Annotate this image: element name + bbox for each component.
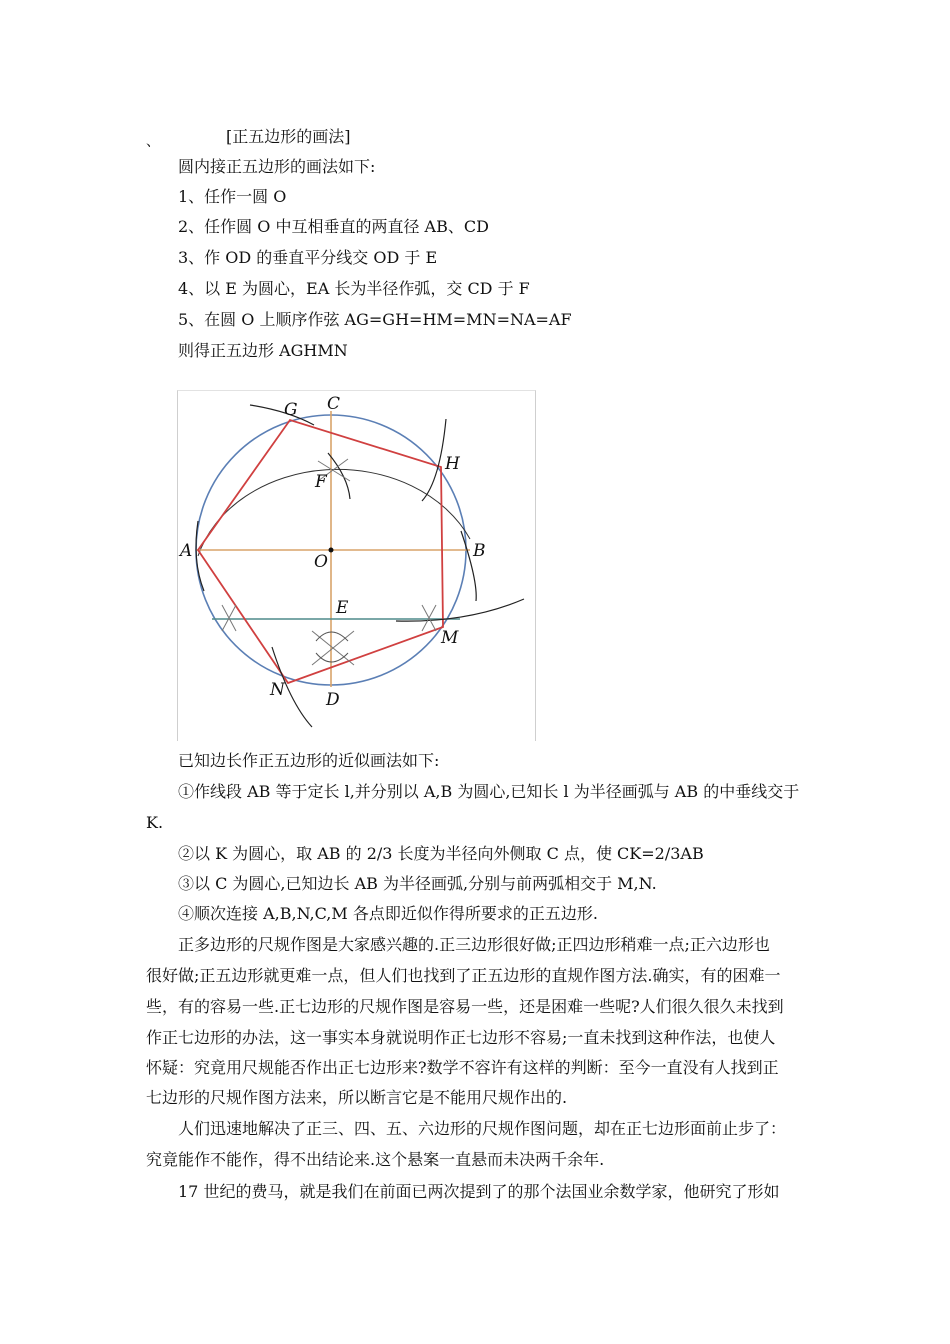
arc-e-radius-ea bbox=[198, 469, 470, 556]
para1-line6: 七边形的尺规作图方法来，所以断言它是不能用尺规作出的. bbox=[146, 1088, 568, 1107]
pentagon-construction-figure bbox=[177, 390, 536, 741]
step-5: 5、在圆 O 上顺序作弦 AG=GH=HM=MN=NA=AF bbox=[178, 310, 572, 329]
arc-at-h bbox=[422, 419, 446, 501]
center-point-o bbox=[329, 548, 334, 553]
label-a: A bbox=[180, 541, 193, 561]
para1-line4: 作正七边形的办法，这一事实本身就说明作正七边形不容易;一直未找到这种作法，也使人 bbox=[146, 1028, 776, 1047]
approx-step-4: ④顺次连接 A,B,N,C,M 各点即近似作得所要求的正五边形. bbox=[178, 904, 598, 923]
label-g: G bbox=[284, 400, 298, 420]
label-f: F bbox=[315, 472, 327, 492]
label-n: N bbox=[270, 680, 285, 700]
result-text: 则得正五边形 AGHMN bbox=[178, 341, 348, 360]
step-1: 1、任作一圆 O bbox=[178, 187, 287, 206]
para1-line5: 怀疑：究竟用尺规能否作出正七边形来?数学不容许有这样的判断：至今一直没有人找到正 bbox=[146, 1058, 779, 1077]
label-d: D bbox=[326, 690, 340, 710]
approx-step-1: ①作线段 AB 等于定长 l,并分别以 A,B 为圆心,已知长 l 为半径画弧与 AB 的中垂线交于 bbox=[178, 782, 800, 801]
para1-line3: 些，有的容易一些.正七边形的尺规作图是容易一些，还是困难一些呢?人们很久很久未找到 bbox=[146, 997, 784, 1016]
arc-e-lower bbox=[316, 653, 348, 662]
para1-line2: 很好做;正五边形就更难一点，但人们也找到了正五边形的直规作图方法.确实，有的困难一 bbox=[146, 966, 781, 985]
label-b: B bbox=[473, 541, 486, 561]
arc-at-g bbox=[250, 405, 314, 425]
intro-text: 圆内接正五边形的画法如下: bbox=[178, 157, 376, 176]
step-2: 2、任作圆 O 中互相垂直的两直径 AB、CD bbox=[178, 217, 489, 236]
approx-intro: 已知边长作正五边形的近似画法如下: bbox=[178, 751, 440, 770]
list-mark: 、 bbox=[146, 134, 160, 150]
arc-at-m bbox=[396, 599, 524, 621]
approx-step-3: ③以 C 为圆心,已知边长 AB 为半径画弧,分别与前两弧相交于 M,N. bbox=[178, 874, 657, 893]
step-4: 4、以 E 为圆心，EA 长为半径作弧，交 CD 于 F bbox=[178, 279, 530, 298]
label-e: E bbox=[336, 598, 349, 618]
para1-line1: 正多边形的尺规作图是大家感兴趣的.正三边形很好做;正四边形稍难一点;正六边形也 bbox=[178, 935, 770, 954]
para3-line1: 17 世纪的费马，就是我们在前面已两次提到了的那个法国业余数学家，他研究了形如 bbox=[178, 1182, 780, 1201]
label-c: C bbox=[327, 394, 341, 414]
approx-step-2: ②以 K 为圆心，取 AB 的 2/3 长度为半径向外侧取 C 点，使 CK=2/3AB bbox=[178, 844, 704, 863]
approx-step-1-cont: K. bbox=[146, 813, 164, 832]
label-m: M bbox=[441, 628, 459, 648]
step-3: 3、作 OD 的垂直平分线交 OD 于 E bbox=[178, 248, 438, 267]
section-title: [正五边形的画法] bbox=[226, 127, 351, 146]
para2-line1: 人们迅速地解决了正三、四、五、六边形的尺规作图问题，却在正七边形面前止步了： bbox=[178, 1119, 787, 1138]
label-o: O bbox=[314, 552, 328, 572]
para2-line2: 究竟能作不能作，得不出结论来.这个悬案一直悬而未决两千余年. bbox=[146, 1150, 605, 1169]
label-h: H bbox=[445, 454, 460, 474]
